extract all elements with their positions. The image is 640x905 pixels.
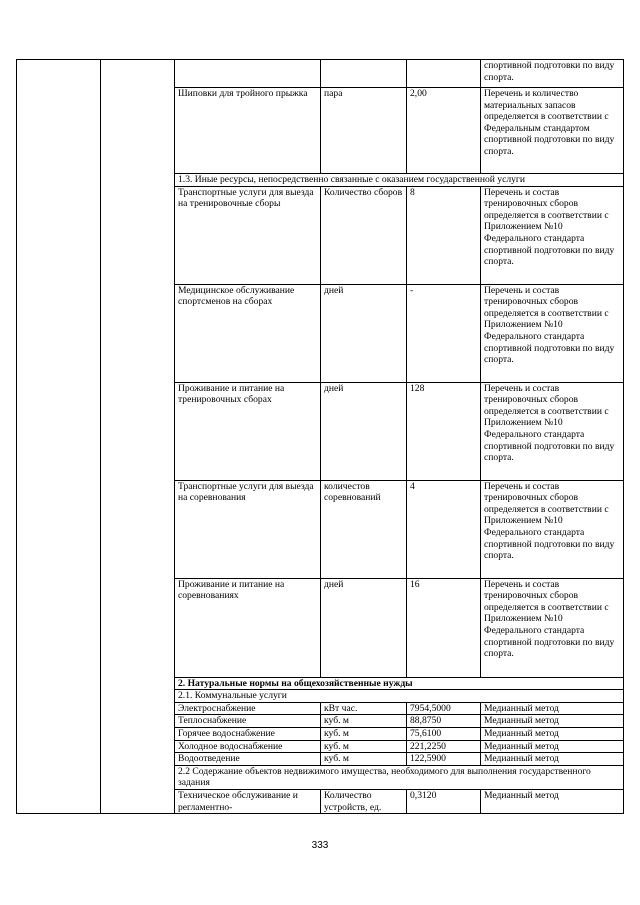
merged-col-1: [17, 60, 101, 814]
cell-unit: дней: [321, 284, 407, 382]
cell-note: Перечень и состав тренировочных сборов определяется в соответствии с Приложением №10 Федерального стандарта спортивной подготовки по виду спорта.: [481, 284, 624, 382]
cell-qty: 2,00: [407, 88, 481, 174]
cell-method: Медианный метод: [481, 702, 624, 715]
cell-qty: 7954,5000: [407, 702, 481, 715]
cell-unit: Количество сборов: [321, 186, 407, 284]
norms-table: [16, 59, 624, 814]
cell-name: Техническое обслуживание и регламентно-: [175, 789, 321, 813]
cell-unit: Количество устройств, ед.: [321, 789, 407, 813]
cell-qty: -: [407, 284, 481, 382]
cell-name: Шиповки для тройного прыжка: [175, 88, 321, 174]
cell-unit: куб. м: [321, 727, 407, 740]
cell-method: Медианный метод: [481, 753, 624, 766]
cell-method: Медианный метод: [481, 715, 624, 728]
cell-name: Транспортные услуги для выезда на тренировочные сборы: [175, 186, 321, 284]
cell-qty: 16: [407, 578, 481, 677]
cell-unit: дней: [321, 578, 407, 677]
cell-unit: пара: [321, 88, 407, 174]
cell-unit: [321, 60, 407, 88]
cell-unit: куб. м: [321, 753, 407, 766]
cell-qty: 88,8750: [407, 715, 481, 728]
cell-unit: куб. м: [321, 715, 407, 728]
cell-method: Медианный метод: [481, 727, 624, 740]
cell-qty: 0,3120: [407, 789, 481, 813]
cell-name: Медицинское обслуживание спортсменов на сборах: [175, 284, 321, 382]
page-number: 333: [311, 840, 329, 851]
cell-name: Водоотведение: [175, 753, 321, 766]
cell-name: [175, 60, 321, 88]
cell-qty: 128: [407, 382, 481, 480]
cell-unit: количестов соревнований: [321, 480, 407, 578]
cell-note: Перечень и состав тренировочных сборов определяется в соответствии с Приложением №10 Федерального стандарта спортивной подготовки по виду спорта.: [481, 480, 624, 578]
cell-note: Перечень и состав тренировочных сборов определяется в соответствии с Приложением №10 Федерального стандарта спортивной подготовки по виду спорта.: [481, 578, 624, 677]
cell-unit: кВт час.: [321, 702, 407, 715]
cell-name: Проживание и питание на тренировочных сборах: [175, 382, 321, 480]
section-heading: 1.3. Иные ресурсы, непосредственно связанные с оказанием государственной услуги: [175, 174, 624, 187]
cell-name: Транспортные услуги для выезда на соревнования: [175, 480, 321, 578]
cell-name: Электроснабжение: [175, 702, 321, 715]
merged-col-2: [101, 60, 175, 814]
cell-note: Перечень и состав тренировочных сборов определяется в соответствии с Приложением №10 Федерального стандарта спортивной подготовки по виду спорта.: [481, 186, 624, 284]
section-heading: 2.1. Коммунальные услуги: [175, 690, 624, 703]
cell-unit: дней: [321, 382, 407, 480]
section-heading: 2. Натуральные нормы на общехозяйственные нужды: [175, 677, 624, 690]
cell-name: Холодное водоснабжение: [175, 740, 321, 753]
cell-method: Медианный метод: [481, 789, 624, 813]
cell-note: Перечень и количество материальных запасов определяется в соответствии с Федеральным стандартом спортивной подготовки по виду спорта.: [481, 88, 624, 174]
cell-qty: 221,2250: [407, 740, 481, 753]
cell-note: Перечень и состав тренировочных сборов определяется в соответствии с Приложением №10 Федерального стандарта спортивной подготовки по виду спорта.: [481, 382, 624, 480]
cell-qty: 4: [407, 480, 481, 578]
section-heading: 2.2 Содержание объектов недвижимого имущества, необходимого для выполнения государственного задания: [175, 765, 624, 789]
cell-unit: куб. м: [321, 740, 407, 753]
cell-method: Медианный метод: [481, 740, 624, 753]
cell-note: спортивной подготовки по виду спорта.: [481, 60, 624, 88]
cell-qty: 122,5900: [407, 753, 481, 766]
cell-qty: 8: [407, 186, 481, 284]
cell-name: Проживание и питание на соревнованиях: [175, 578, 321, 677]
table-row: [17, 60, 624, 88]
cell-qty: [407, 60, 481, 88]
cell-name: Горячее водоснабжение: [175, 727, 321, 740]
cell-qty: 75,6100: [407, 727, 481, 740]
cell-name: Теплоснабжение: [175, 715, 321, 728]
